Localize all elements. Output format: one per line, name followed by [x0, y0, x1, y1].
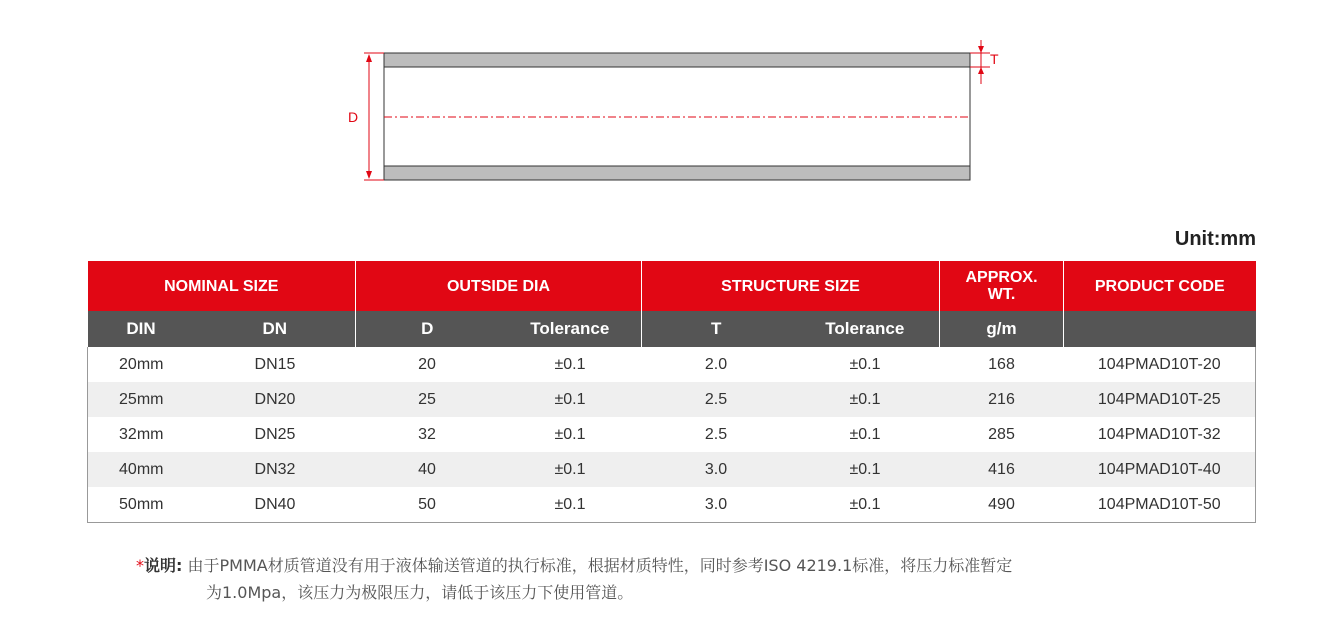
- cell-product-code: 104PMAD10T-40: [1064, 452, 1256, 487]
- pipe-top-wall: [384, 53, 970, 67]
- table-row: [88, 487, 1256, 523]
- cell-dn: DN32: [195, 452, 356, 487]
- cell-dn: DN20: [195, 382, 356, 417]
- header-outside-dia: OUTSIDE DIA: [356, 261, 642, 311]
- cell-d: 50: [356, 487, 499, 523]
- spec-table: [87, 261, 1256, 523]
- note-star: *: [136, 556, 144, 575]
- table-row: [88, 382, 1256, 417]
- table-row: [88, 347, 1256, 382]
- subheader-d-tolerance: Tolerance: [499, 311, 642, 347]
- cell-d: 32: [356, 417, 499, 452]
- cell-t-tolerance: ±0.1: [791, 382, 940, 417]
- cell-weight: 416: [940, 452, 1064, 487]
- header-approx-wt: [940, 261, 1064, 311]
- pipe-bottom-wall: [384, 166, 970, 180]
- cell-dn: DN25: [195, 417, 356, 452]
- cell-weight: 490: [940, 487, 1064, 523]
- cell-dn: DN15: [195, 347, 356, 382]
- subheader-gm: g/m: [940, 311, 1064, 347]
- cell-t-tolerance: ±0.1: [791, 452, 940, 487]
- cell-d-tolerance: ±0.1: [499, 487, 642, 523]
- cell-product-code: 104PMAD10T-32: [1064, 417, 1256, 452]
- cell-dn: DN40: [195, 487, 356, 523]
- pipe-diagram: [330, 40, 1020, 190]
- cell-weight: 285: [940, 417, 1064, 452]
- note-block: [136, 552, 1216, 606]
- cell-d-tolerance: ±0.1: [499, 347, 642, 382]
- cell-weight: 216: [940, 382, 1064, 417]
- unit-label: Unit:mm: [1174, 228, 1256, 250]
- cell-d-tolerance: ±0.1: [499, 382, 642, 417]
- subheader-t-tolerance: Tolerance: [791, 311, 940, 347]
- cell-d-tolerance: ±0.1: [499, 452, 642, 487]
- subheader-t: T: [642, 311, 791, 347]
- t-label: T: [990, 51, 999, 67]
- header-approx-line2: WT.: [987, 286, 1016, 303]
- note-label: 说明:: [144, 556, 183, 575]
- cell-din: 25mm: [88, 382, 195, 417]
- sub-header-row: [88, 311, 1256, 347]
- d-label: D: [348, 109, 359, 125]
- cell-d: 25: [356, 382, 499, 417]
- cell-t-tolerance: ±0.1: [791, 487, 940, 523]
- subheader-d: D: [356, 311, 499, 347]
- cell-product-code: 104PMAD10T-20: [1064, 347, 1256, 382]
- table-row: [88, 452, 1256, 487]
- cell-din: 40mm: [88, 452, 195, 487]
- subheader-din: DIN: [88, 311, 195, 347]
- cell-t: 3.0: [642, 452, 791, 487]
- header-product-code: PRODUCT CODE: [1064, 261, 1256, 311]
- cell-din: 50mm: [88, 487, 195, 523]
- note-line2: 为1.0Mpa，该压力为极限压力，请低于该压力下使用管道。: [206, 583, 634, 602]
- cell-t: 3.0: [642, 487, 791, 523]
- cell-din: 20mm: [88, 347, 195, 382]
- header-nominal-size: NOMINAL SIZE: [88, 261, 356, 311]
- cell-d: 20: [356, 347, 499, 382]
- table-row: [88, 417, 1256, 452]
- cell-d: 40: [356, 452, 499, 487]
- subheader-dn: DN: [195, 311, 356, 347]
- header-approx-line1: APPROX.: [965, 269, 1038, 286]
- cell-product-code: 104PMAD10T-50: [1064, 487, 1256, 523]
- cell-t: 2.5: [642, 382, 791, 417]
- header-structure-size: STRUCTURE SIZE: [642, 261, 940, 311]
- cell-d-tolerance: ±0.1: [499, 417, 642, 452]
- subheader-code: [1064, 311, 1256, 347]
- cell-t-tolerance: ±0.1: [791, 417, 940, 452]
- cell-t: 2.5: [642, 417, 791, 452]
- cell-product-code: 104PMAD10T-25: [1064, 382, 1256, 417]
- cell-din: 32mm: [88, 417, 195, 452]
- cell-weight: 168: [940, 347, 1064, 382]
- group-header-row: [88, 261, 1256, 311]
- cell-t: 2.0: [642, 347, 791, 382]
- note-line1: 由于PMMA材质管道没有用于液体输送管道的执行标准，根据材质特性，同时参考ISO 4219.1标准，将压力标准暂定: [187, 556, 1013, 575]
- cell-t-tolerance: ±0.1: [791, 347, 940, 382]
